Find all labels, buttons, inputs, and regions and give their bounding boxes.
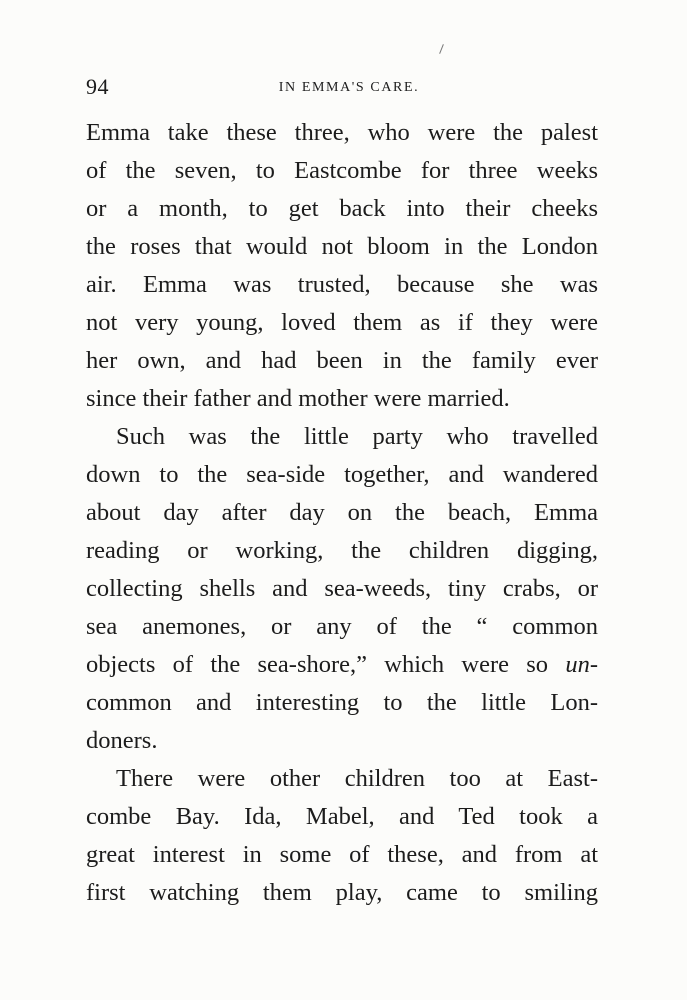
text-line: great interest in some of these, and from at (86, 841, 598, 868)
text-line: Such was the little party who travelled (116, 423, 598, 450)
page-number: 94 (86, 74, 109, 99)
text-line-lead: objects of the sea-shore,” which were so (86, 651, 566, 678)
paragraph (86, 418, 598, 760)
body-text (86, 114, 598, 912)
text-line: reading or working, the children digging, (86, 537, 598, 564)
text-line: doners. (86, 727, 158, 754)
italic-word: un- (565, 651, 598, 678)
text-line (86, 646, 598, 684)
text-line: combe Bay. Ida, Mabel, and Ted took a (86, 803, 598, 830)
text-line: There were other children too at East- (116, 765, 598, 792)
text-line: her own, and had been in the family ever (86, 347, 598, 374)
text-line: common and interesting to the little Lon- (86, 689, 598, 716)
page-header (86, 74, 598, 102)
text-line: not very young, loved them as if they were (86, 309, 598, 336)
text-line: or a month, to get back into their cheeks (86, 195, 598, 222)
text-line: the roses that would not bloom in the London (86, 233, 598, 260)
paragraph (86, 114, 598, 418)
running-head: IN EMMA'S CARE. (278, 80, 420, 95)
text-line: first watching them play, came to smiling (86, 879, 598, 906)
text-line: sea anemones, or any of the “ common (86, 613, 598, 640)
text-line: Emma take these three, who were the palest (86, 119, 598, 146)
text-line: collecting shells and sea-weeds, tiny crabs, or (86, 575, 598, 602)
text-line: down to the sea-side together, and wandered (86, 461, 598, 488)
margin-mark (439, 44, 444, 54)
text-line: since their father and mother were married. (86, 385, 510, 412)
text-line: about day after day on the beach, Emma (86, 499, 598, 526)
text-line: of the seven, to Eastcombe for three weeks (86, 157, 598, 184)
paragraph (86, 760, 598, 912)
text-line: air. Emma was trusted, because she was (86, 271, 598, 298)
